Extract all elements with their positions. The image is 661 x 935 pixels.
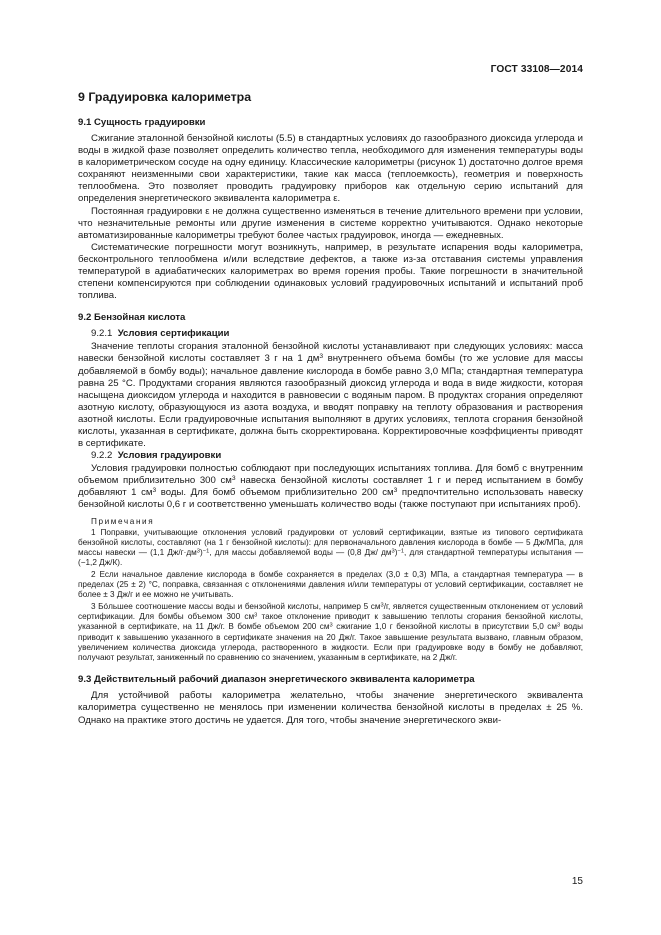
page-number: 15 [571,876,583,887]
section-9-2-2-paragraph: Условия градуировки полностью соблюдают при последующих испытаниях топлива. Для бомб с внутренним объемом приблизительно 300 $см^3$ навеска бензойной кислоты составляет 1 г и перед испытанием в бомбу добавляют 1 $см^3$ воды. Для бомб объемом приблизительно 200 $см^3$ предпочтительно использовать навеску бензойной кислоты 0,6 г и соответственно уменьшать количество воды (также поступают при испытаниях проб). [78,463,584,511]
document-code-header: ГОСТ 33108—2014 [490,64,583,75]
section-9-2-1-paragraph: Значение теплоты сгорания эталонной бензойной кислоты устанавливают при следующих условиях: масса навески бензойной кислоты составляет 3 г на 1 $дм^3$ внутреннего объема бомбы (то же условие для массы добавляемой в бомбу воды); начальное давление кислорода в бомбе равно 3,0 МПа; стандартная температура равна 25 °С. Продуктами сгорания являются газообразный диоксид углерода и вода в виде жидкости, которая насыщена диоксидом углерода и находится в равновесии с водяным паром. В продуктах сгорания определяют азотную кислоту, образующуюся из азота воздуха, и вводят поправку на теплоту образования и растворения азотной кислоты. Если градуировочные испытания выполняют в других условиях, теплота сгорания бензойной кислоты, указанная в сертификате, должна быть скорректирована. Корректировочные коэффициенты приводят в сертификате. [78,341,583,450]
section-9-1-paragraph-2: Постоянная градуировки ε не должна существенно изменяться в течение длительного времени при условии, что незначительные ремонты или другие изменения в системе корректно учитываются. Однако некоторые автоматизированные калориметры требуют более частых градуировок, иногда — ежедневных. [78,205,583,241]
note-3: 3 Бóльшее соотношение массы воды и бензойной кислоты, например 5 $см^3/г$, является существенным отклонением от условий сертификации. Для бомбы объемом 300 $см^3$ такое отклонение приводит к завышению теплоты сгорания бензойной кислоты, указанной в сертификате, на 11 Дж/г. В бомбе объемом 200 $см^3$ сжигание 1,0 г бензойной кислоты в присутствии 5,0 $см^3$ воды приводит к завышению указанного в сертификате значения на 20 Дж/г. Такое завышение результата вызвано, главным образом, увеличением количества диоксида углерода, растворенного в жидкости. Если при градуировке воду в бомбу не добавляют, получают результат, заниженный по сравнению со значением, указанным в сертификате, на 2 Дж/г. [78,601,583,663]
section-9-1-title: 9.1 Сущность градуировки [78,117,206,128]
note-1: 1 Поправки, учитывающие отклонения условий градуировки от условий сертификации, взятые из типового сертификата бензойной кислоты, составляют (на 1 г бензойной кислоты): для первоначального давления кислорода в бомбе — 5 Дж/МПа, для массы навески — (1,1 $Дж/г\cdot дм^3)^{-1}$, для массы добавляемой воды — (0,8 Дж/ $дм^3)^{-1}$, для стандартной температуры испытания — (−1,2 Дж/К). [78,527,584,568]
section-9-2-1-title: 9.2.1 Условия сертификации [91,328,230,340]
section-9-3-paragraph: Для устойчивой работы калориметра желательно, чтобы значение энергетического эквивалента калориметра существенно не менялось при изменении количества бензойной кислоты в пределах ± 25 %. Однако на практике этого достичь не удается. Для того, чтобы значение энергетического экви- [78,690,583,726]
section-9-1-paragraph-1: Сжигание эталонной бензойной кислоты (5.5) в стандартных условиях до газообразного диоксида углерода и воды в жидкой фазе позволяет определить количество тепла, необходимого для изменения температуры воды в калориметрическом сосуде на одну единицу. Классические калориметры (рисунок 1) достаточно долгое время сохраняют неизменными свои характеристики, такие как масса (теплоемкость), геометрия и поверхность теплообмена. Это позволяет проводить градуировку приборов как отдельную серию испытаний для определения энергетического эквивалента калориметра ε. [78,133,583,205]
section-9-2-2-title: 9.2.2 Условия градуировки [91,450,222,462]
page-content [78,90,583,727]
section-9-1-paragraph-3: Систематические погрешности могут возникнуть, например, в результате испарения воды калориметра, бесконтрольного теплообмена и/или вследствие дефектов, а также из-за отставания системы управления температурой в адиабатических калориметрах во время горения пробы. Такие погрешности в значительной степени компенсируются при соблюдении одинаковых условий градуировочных испытаний и испытаний проб топлива. [78,241,583,302]
notes-title: Примечания [91,516,155,526]
section-9-title: 9 Градуировка калориметра [78,90,252,104]
section-9-3-title: 9.3 Действительный рабочий диапазон энергетического эквивалента калориметра [78,674,475,686]
note-2: 2 Если начальное давление кислорода в бомбе сохраняется в пределах (3,0 ± 0,3) МПа, а стандартная температура — в пределах (25 ± 2) °С, поправка, связанная с отклонениями давления и/или температуры от условий сертификации, составляет не более ± 3 Дж/г и ее можно не учитывать. [78,569,583,600]
section-9-2-title: 9.2 Бензойная кислота [78,312,186,324]
